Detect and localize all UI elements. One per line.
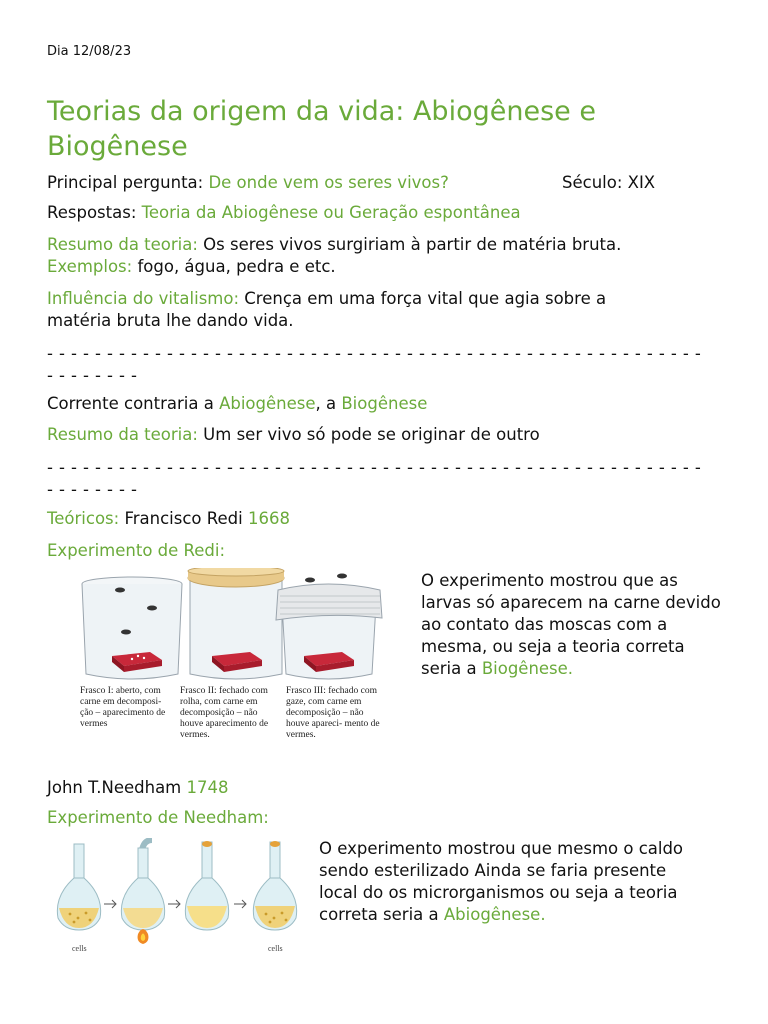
teoricos-label: Teóricos: <box>47 509 125 528</box>
needham-explanation <box>319 838 699 926</box>
redi-caption-2: Frasco II: fechado com rolha, com carne em decomposição – não houve aparecimento de vermes. <box>180 686 269 740</box>
cells-label-left: cells <box>72 944 87 953</box>
redi-experiment-image <box>80 568 395 748</box>
principal-question: De onde vem os seres vivos? <box>208 173 449 192</box>
needham-flasks-illustration <box>52 838 312 948</box>
resumo-text: Os seres vivos surgiriam à partir de matéria bruta. <box>203 235 622 254</box>
vitalismo-text-1: Crença em uma força vital que agia sobre a <box>244 289 607 308</box>
flask-2 <box>121 840 164 944</box>
resumo-abiogenese-line <box>47 234 621 256</box>
flask-3 <box>185 841 228 930</box>
redi-conclusion: Biogênese. <box>481 659 574 678</box>
vitalismo-line <box>47 288 606 310</box>
corrente-middle: , a <box>315 394 342 413</box>
vitalismo-label: Influência do vitalismo: <box>47 289 245 308</box>
vitalismo-line-2: matéria bruta lhe dando vida. <box>47 311 294 330</box>
exemplos-text: fogo, água, pedra e etc. <box>137 257 336 276</box>
jar-open <box>82 577 182 679</box>
teoricos-line <box>47 508 290 530</box>
corrente-line <box>47 393 427 415</box>
principal-label: Principal pergunta: <box>47 173 209 192</box>
exemplos-line <box>47 256 336 278</box>
divider-1b: - - - - - - - - <box>47 366 138 385</box>
divider-1: - - - - - - - - - - - - - - - - - - - - - - - - - - - - - - - - - - - - - - - - - - - - - - - - - - - - - - - <box>47 344 702 363</box>
needham-experiment-image <box>52 838 312 956</box>
cells-label-right: cells <box>268 944 283 953</box>
corrente-term-2: Biogênese <box>341 394 428 413</box>
century-line <box>562 172 655 194</box>
needham-conclusion: Abiogênese. <box>443 905 546 924</box>
needham-heading: Experimento de Needham: <box>47 808 269 827</box>
page-title: Teorias da origem da vida: Abiogênese e Biogênese <box>47 96 596 162</box>
needham-year: 1748 <box>186 778 229 797</box>
redi-caption-1: Frasco I: aberto, com carne em decomposi- ção – aparecimento de vermes <box>80 686 166 729</box>
resumo2-label: Resumo da teoria: <box>47 425 204 444</box>
respostas-label: Respostas: <box>47 203 142 222</box>
needham-line <box>47 777 229 799</box>
resumo-label: Resumo da teoria: <box>47 235 204 254</box>
flask-4 <box>253 841 296 930</box>
resumo2-text: Um ser vivo só pode se originar de outro <box>203 425 540 444</box>
needham-text: O experimento mostrou que mesmo o caldo sendo esterilizado Ainda se faria presente local do os microrganismos ou seja a teoria correta seria a <box>319 839 684 924</box>
teoricos-name: Francisco Redi <box>124 509 248 528</box>
century-value: XIX <box>627 173 656 192</box>
divider-2b: - - - - - - - - <box>47 480 138 499</box>
redi-text: O experimento mostrou que as larvas só aparecem na carne devido ao contato das moscas com a mesma, ou seja a teoria correta seria a <box>421 571 721 678</box>
needham-name: John T.Needham <box>47 778 187 797</box>
respostas-value: Teoria da Abiogênese ou Geração espontânea <box>141 203 521 222</box>
jar-gauze <box>276 574 382 680</box>
redi-jars-illustration <box>80 568 395 686</box>
principal-question-line <box>47 172 449 194</box>
divider-2: - - - - - - - - - - - - - - - - - - - - - - - - - - - - - - - - - - - - - - - - - - - - - - - - - - - - - - - <box>47 458 702 477</box>
corrente-term-1: Abiogênese <box>219 394 316 413</box>
redi-heading: Experimento de Redi: <box>47 541 226 560</box>
resumo-biogenese-line <box>47 424 540 446</box>
redi-explanation <box>421 570 721 680</box>
respostas-line <box>47 202 521 224</box>
century-label: Século: <box>562 173 628 192</box>
exemplos-label: Exemplos: <box>47 257 138 276</box>
jar-cork <box>188 568 284 679</box>
date-line: Dia 12/08/23 <box>47 44 132 59</box>
redi-caption-3: Frasco III: fechado com gaze, com carne em decomposição – não houve apareci- mento de vermes. <box>286 686 380 740</box>
teoricos-year: 1668 <box>247 509 290 528</box>
corrente-prefix: Corrente contraria a <box>47 394 220 413</box>
flask-1 <box>57 844 100 930</box>
